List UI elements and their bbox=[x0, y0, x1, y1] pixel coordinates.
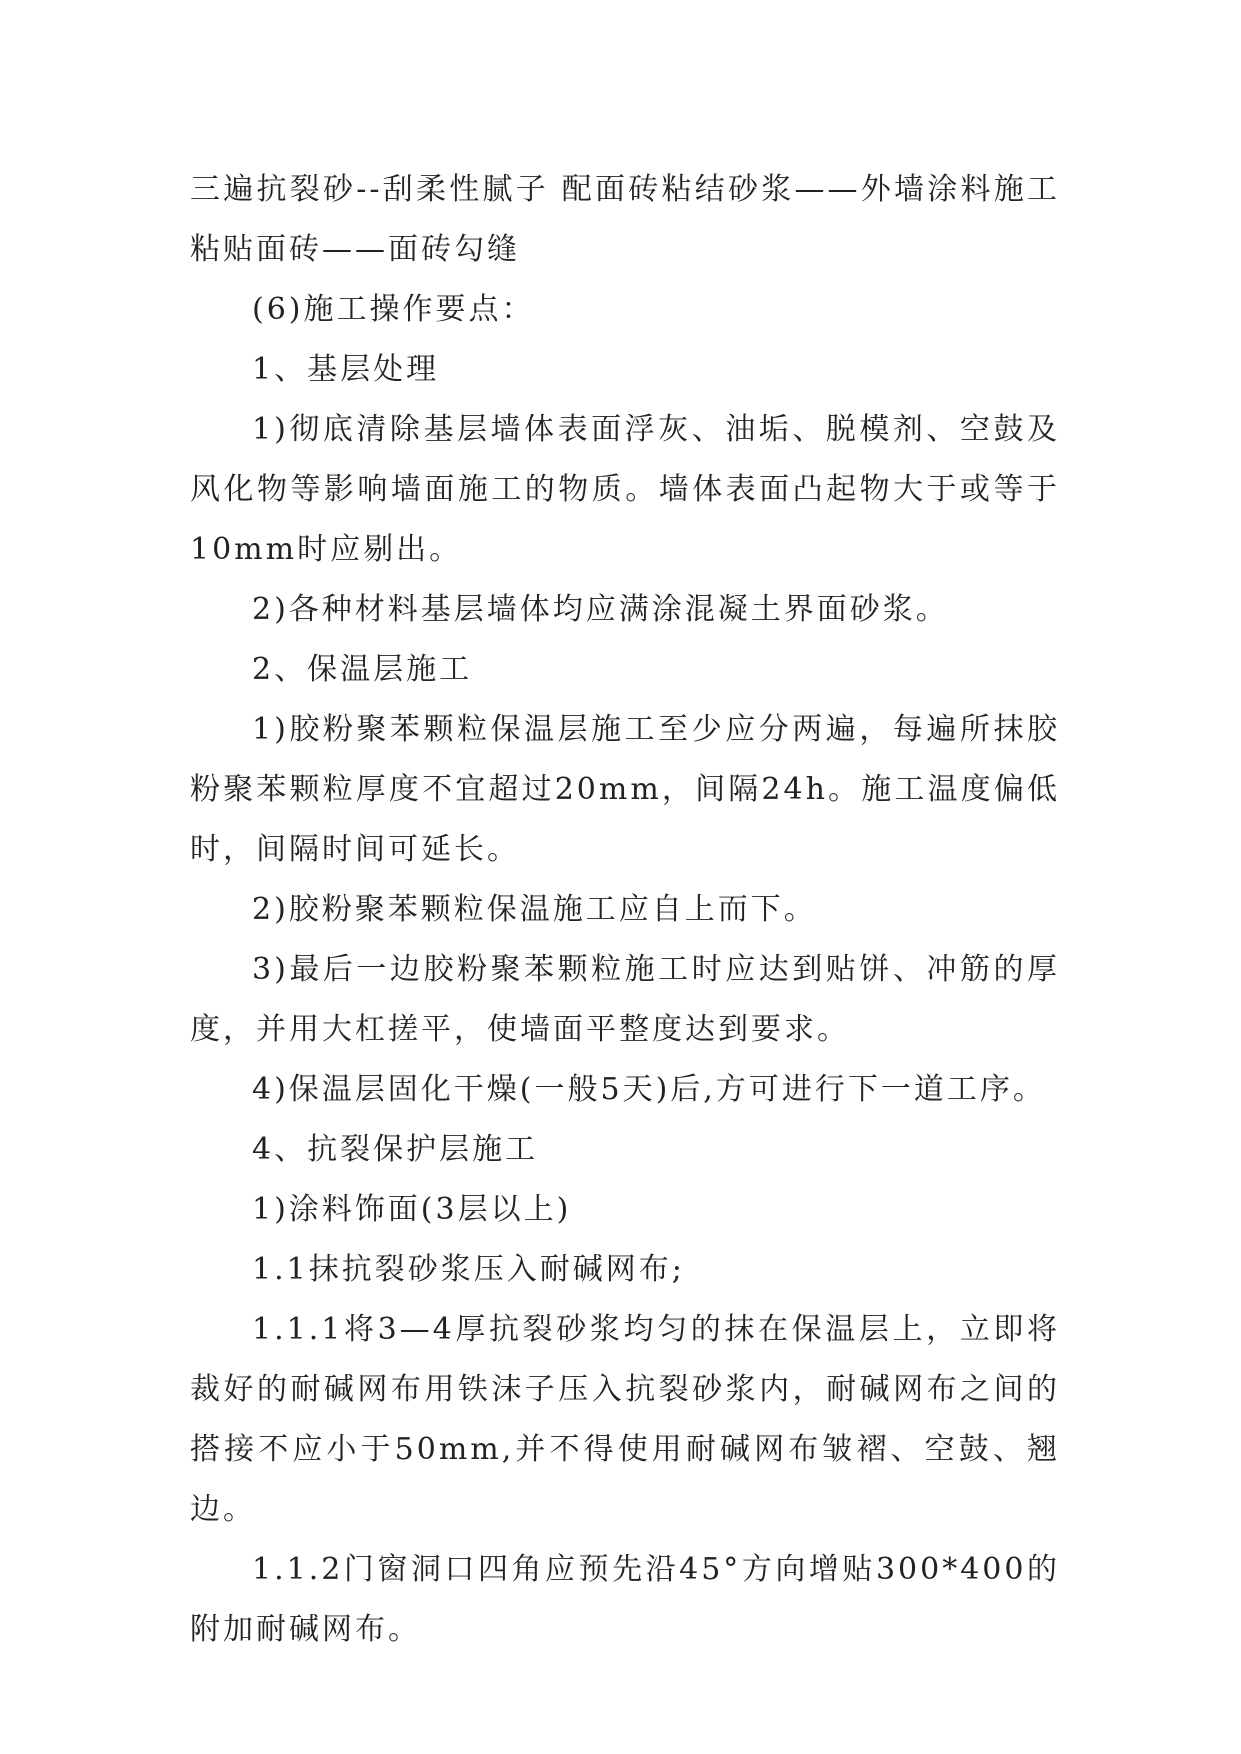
paragraph-final-pass: 3)最后一边胶粉聚苯颗粒施工时应达到贴饼、冲筋的厚度，并用大杠搓平，使墙面平整度达到要求。 bbox=[190, 952, 1060, 1047]
section-heading-construction-points: (6)施工操作要点： bbox=[252, 292, 535, 327]
paragraph-mesh-pressing: 1.1抹抗裂砂浆压入耐碱网布; bbox=[252, 1252, 685, 1287]
document-body bbox=[190, 160, 1060, 1660]
subsection-heading-insulation-layer: 2、保温层施工 bbox=[252, 652, 473, 687]
paragraph-curing: 4)保温层固化干燥(一般5天)后,方可进行下一道工序。 bbox=[252, 1072, 1046, 1107]
paragraph-base-cleaning: 1)彻底清除基层墙体表面浮灰、油垢、脱模剂、空鼓及风化物等影响墙面施工的物质。墙体表面凸起物大于或等于10mm时应剔出。 bbox=[190, 412, 1060, 567]
paragraph-top-down: 2)胶粉聚苯颗粒保温施工应自上而下。 bbox=[252, 892, 817, 927]
paragraph-insulation-passes: 1)胶粉聚苯颗粒保温层施工至少应分两遍，每遍所抹胶粉聚苯颗粒厚度不宜超过20mm，间隔24h。施工温度偏低时，间隔时间可延长。 bbox=[190, 712, 1060, 867]
paragraph-opening-corners: 1.1.2门窗洞口四角应预先沿45°方向增贴300*400的附加耐碱网布。 bbox=[190, 1552, 1060, 1647]
subsection-heading-crack-protection: 4、抗裂保护层施工 bbox=[252, 1132, 539, 1167]
paragraph-mesh-application: 1.1.1将3—4厚抗裂砂浆均匀的抹在保温层上，立即将裁好的耐碱网布用铁沫子压入抗裂砂浆内，耐碱网布之间的搭接不应小于50mm,并不得使用耐碱网布皱褶、空鼓、翘边。 bbox=[190, 1312, 1060, 1527]
subsection-heading-base-treatment: 1、基层处理 bbox=[252, 352, 440, 387]
paragraph-coating-finish: 1)涂料饰面(3层以上) bbox=[252, 1192, 572, 1227]
paragraph-continuation: 三遍抗裂砂--刮柔性腻子 配面砖粘结砂浆——外墙涂料施工 粘贴面砖——面砖勾缝 bbox=[190, 172, 1060, 267]
paragraph-interface-mortar: 2)各种材料基层墙体均应满涂混凝土界面砂浆。 bbox=[252, 592, 949, 627]
